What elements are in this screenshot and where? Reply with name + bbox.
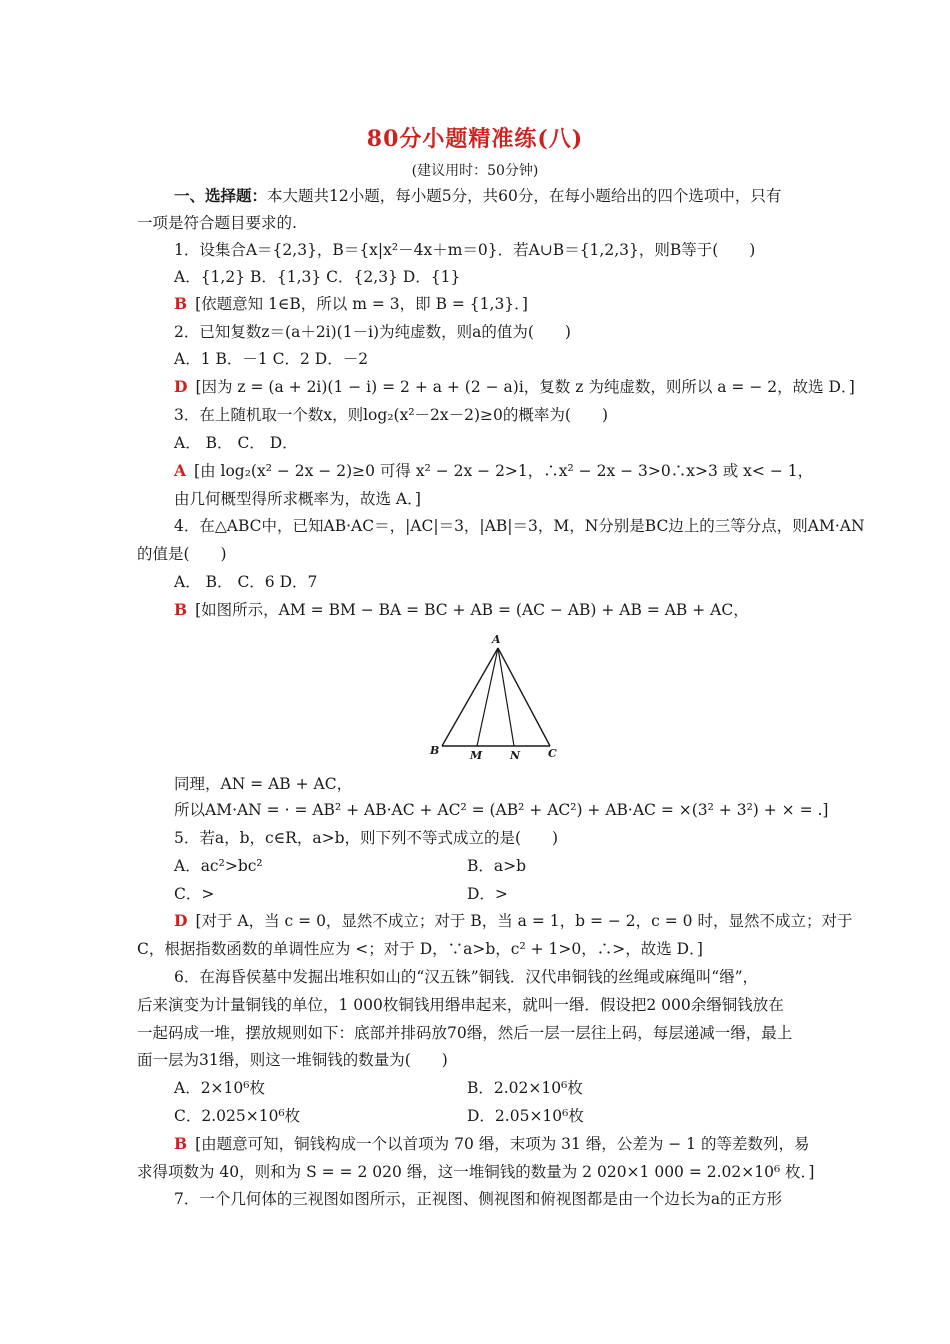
- q4-answer: B: [174, 600, 188, 619]
- q6-option-a: A．2×10⁶枚: [174, 1079, 265, 1097]
- q6-option-b: B．2.02×10⁶枚: [467, 1079, 583, 1097]
- section-heading: 一、选择题：: [174, 186, 268, 205]
- q2-solution: [174, 377, 855, 397]
- page-title: 80分小题精准练(八): [366, 126, 584, 152]
- q6-stem-1: 6．在海昏侯墓中发掘出堆积如山的“汉五铢”铜钱．汉代串铜钱的丝绳或麻绳叫“缗”，: [174, 968, 759, 986]
- q3-solution: [174, 461, 813, 481]
- label-b: B: [430, 744, 440, 757]
- q4-options: A． B． C．6 D．7: [174, 573, 318, 591]
- q3-explanation-1: [由 log₂(x² − 2x − 2)≥0 可得 x² − 2x − 2>1，∴x² − 2x − 3>0∴x>3 或 x< − 1，: [194, 462, 814, 480]
- q5-stem: 5．若a，b，c∈R，a>b，则下列不等式成立的是( ): [174, 829, 559, 847]
- q3-explanation-2: 由几何概型得所求概率为，故选 A．]: [174, 490, 421, 508]
- q3-options: A． B． C． D．: [174, 434, 298, 452]
- label-a: A: [492, 633, 501, 646]
- q3-stem: 3．在上随机取一个数x，则log₂(x²－2x－2)≥0的概率为( ): [174, 406, 608, 424]
- label-m: M: [470, 749, 483, 762]
- q6-stem-3: 一起码成一堆，摆放规则如下：底部并排码放70缗，然后一层一层往上码，每层递减一缗，最上: [137, 1024, 793, 1042]
- q5-solution: [174, 911, 852, 931]
- q5-explanation-1: [对于 A，当 c = 0，显然不成立；对于 B，当 a = 1，b = − 2，c = 0 时，显然不成立；对于: [195, 912, 853, 930]
- q3-answer: A: [174, 461, 187, 480]
- q2-answer: D: [174, 377, 188, 396]
- label-c: C: [548, 747, 557, 760]
- q5-explanation-2: C，根据指数函数的单调性应为 <；对于 D，∵a>b，c² + 1>0，∴>，故选 D．]: [137, 940, 703, 958]
- q4-explanation-2: 同理，AN = AB + AC，: [174, 775, 353, 793]
- q4-solution: [174, 600, 749, 620]
- q5-option-c: C．>: [174, 885, 215, 903]
- q5-option-b: B．a>b: [467, 857, 527, 875]
- q1-stem: 1．设集合A＝{2,3}，B＝{x|x²－4x＋m＝0}．若A∪B＝{1,2,3}，则B等于( ): [174, 241, 756, 259]
- q6-answer: B: [174, 1134, 188, 1153]
- side-ab: [442, 648, 498, 746]
- section-intro-text: 本大题共12小题，每小题5分，共60分，在每小题给出的四个选项中，只有: [267, 187, 782, 205]
- q7-stem-1: 7．一个几何体的三视图如图所示，正视图、侧视图和俯视图都是由一个边长为a的正方形: [174, 1190, 783, 1208]
- label-n: N: [510, 749, 521, 762]
- section-intro-line-1: [174, 186, 781, 206]
- triangle-diagram: [420, 630, 570, 765]
- q1-solution: [174, 294, 528, 314]
- q4-stem-1: 4．在△ABC中，已知AB·AC＝，|AC|＝3，|AB|＝3，M，N分别是BC边上的三等分点，则AM·AN: [174, 517, 865, 535]
- triangle-figure: [420, 630, 570, 765]
- section-intro-line-2: 一项是符合题目要求的.: [137, 214, 297, 232]
- q6-option-d: D．2.05×10⁶枚: [467, 1107, 584, 1125]
- q2-options: A．1 B．－1 C．2 D．－2: [174, 350, 369, 368]
- q4-explanation-1: [如图所示，AM = BM − BA = BC + AB = (AC − AB) + AB = AB + AC，: [195, 601, 749, 619]
- q6-explanation-2: 求得项数为 40，则和为 S = = 2 020 缗，这一堆铜钱的数量为 2 020×1 000 = 2.02×10⁶ 枚．]: [137, 1163, 815, 1181]
- q2-stem: 2．已知复数z＝(a＋2i)(1－i)为纯虚数，则a的值为( ): [174, 323, 571, 341]
- q1-options: A．{1,2} B．{1,3} C．{2,3} D．{1}: [174, 268, 461, 286]
- q6-stem-2: 后来演变为计量铜钱的单位，1 000枚铜钱用缗串起来，就叫一缗．假设把2 000余缗铜钱放在: [137, 996, 784, 1014]
- q4-stem-2: 的值是( ): [137, 545, 227, 563]
- q6-solution: [174, 1134, 809, 1154]
- q5-answer: D: [174, 911, 188, 930]
- q5-option-d: D．>: [467, 885, 508, 903]
- q6-stem-4: 面一层为31缗，则这一堆铜钱的数量为( ): [137, 1051, 448, 1069]
- q4-explanation-3: 所以AM·AN = · = AB² + AB·AC + AC² = (AB² + AC²) + AB·AC = ×(3² + 3²) + × = .]: [174, 801, 829, 819]
- suggested-time: (建议用时：50分钟): [411, 163, 539, 179]
- q6-explanation-1: [由题意可知，铜钱构成一个以首项为 70 缗，末项为 31 缗，公差为 − 1 的等差数列，易: [195, 1135, 810, 1153]
- segment-am: [477, 648, 498, 746]
- q1-explanation: [依题意知 1∈B，所以 m = 3，即 B = {1,3}．]: [195, 295, 528, 313]
- q6-option-c: C．2.025×10⁶枚: [174, 1107, 301, 1125]
- q1-answer: B: [174, 294, 188, 313]
- q5-option-a: A．ac²>bc²: [174, 857, 263, 875]
- q2-explanation: [因为 z = (a + 2i)(1 − i) = 2 + a + (2 − a)i，复数 z 为纯虚数，则所以 a = − 2，故选 D．]: [195, 378, 855, 396]
